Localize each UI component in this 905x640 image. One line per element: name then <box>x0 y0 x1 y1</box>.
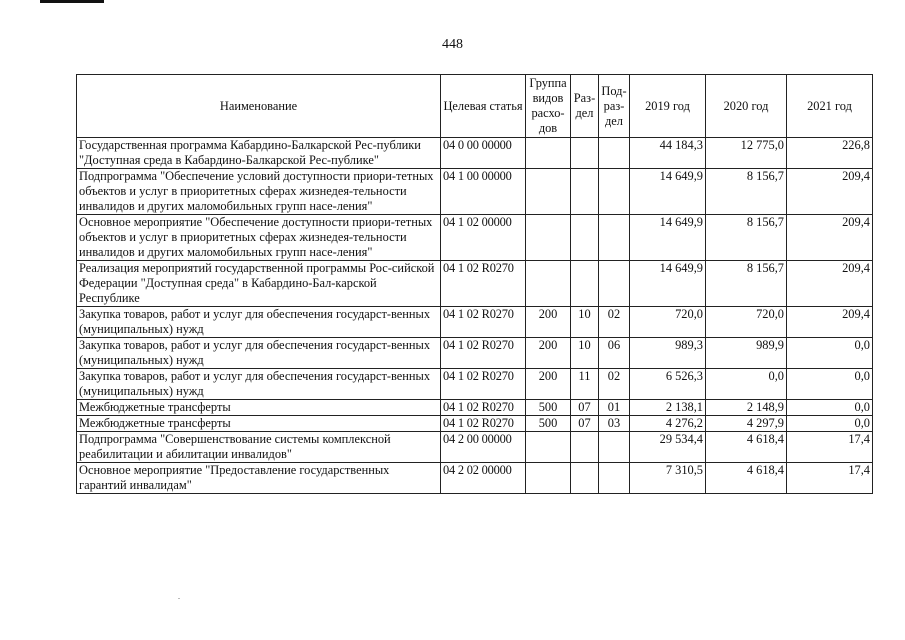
cell-subsection: 01 <box>599 400 630 416</box>
cell-group: 200 <box>526 307 571 338</box>
table-row <box>77 215 873 261</box>
cell-y2019: 7 310,5 <box>630 463 706 494</box>
table-row <box>77 169 873 215</box>
cell-y2019: 14 649,9 <box>630 169 706 215</box>
cell-group <box>526 169 571 215</box>
cell-section: 07 <box>571 400 599 416</box>
table-row <box>77 416 873 432</box>
cell-y2021: 209,4 <box>787 261 873 307</box>
cell-target: 04 1 02 R0270 <box>441 400 526 416</box>
cell-name: Подпрограмма "Совершенствование системы комплексной реабилитации и абилитации инвалидов" <box>77 432 441 463</box>
cell-group <box>526 261 571 307</box>
cell-y2020: 4 618,4 <box>706 463 787 494</box>
cell-y2019: 2 138,1 <box>630 400 706 416</box>
cell-name: Закупка товаров, работ и услуг для обеспечения государст-венных (муниципальных) нужд <box>77 369 441 400</box>
cell-y2021: 17,4 <box>787 463 873 494</box>
cell-target: 04 1 02 R0270 <box>441 261 526 307</box>
cell-y2019: 4 276,2 <box>630 416 706 432</box>
cell-target: 04 1 02 R0270 <box>441 369 526 400</box>
cell-target: 04 2 02 00000 <box>441 463 526 494</box>
cell-target: 04 1 02 00000 <box>441 215 526 261</box>
cell-y2021: 209,4 <box>787 169 873 215</box>
top-rule <box>40 0 104 3</box>
cell-subsection <box>599 215 630 261</box>
cell-y2019: 44 184,3 <box>630 138 706 169</box>
col-header-name: Наименование <box>77 75 441 138</box>
table-row <box>77 400 873 416</box>
cell-y2020: 2 148,9 <box>706 400 787 416</box>
col-header-2020: 2020 год <box>706 75 787 138</box>
col-header-target: Целевая статья <box>441 75 526 138</box>
cell-y2020: 0,0 <box>706 369 787 400</box>
cell-y2019: 29 534,4 <box>630 432 706 463</box>
cell-target: 04 1 00 00000 <box>441 169 526 215</box>
table-row <box>77 369 873 400</box>
cell-section <box>571 138 599 169</box>
cell-y2021: 0,0 <box>787 400 873 416</box>
cell-y2020: 8 156,7 <box>706 169 787 215</box>
table-row <box>77 432 873 463</box>
cell-group <box>526 463 571 494</box>
cell-section: 10 <box>571 307 599 338</box>
cell-name: Закупка товаров, работ и услуг для обеспечения государст-венных (муниципальных) нужд <box>77 338 441 369</box>
cell-name: Основное мероприятие "Предоставление государственных гарантий инвалидам" <box>77 463 441 494</box>
cell-section: 07 <box>571 416 599 432</box>
cell-name: Основное мероприятие "Обеспечение доступности приори-тетных объектов и услуг в приоритетных сферах жизнедея-тельности инвалидов и других маломобильных групп насе-ления" <box>77 215 441 261</box>
col-header-2021: 2021 год <box>787 75 873 138</box>
col-header-section: Раз-дел <box>571 75 599 138</box>
cell-y2019: 14 649,9 <box>630 261 706 307</box>
cell-y2020: 989,9 <box>706 338 787 369</box>
cell-group: 500 <box>526 400 571 416</box>
cell-subsection: 06 <box>599 338 630 369</box>
cell-subsection <box>599 432 630 463</box>
page-number: 448 <box>442 37 463 52</box>
cell-name: Подпрограмма "Обеспечение условий доступности приори-тетных объектов и услуг в приоритетных сферах жизнедея-тельности инвалидов и других маломобильных групп насе-ления" <box>77 169 441 215</box>
cell-y2020: 12 775,0 <box>706 138 787 169</box>
cell-y2020: 4 297,9 <box>706 416 787 432</box>
cell-subsection <box>599 261 630 307</box>
cell-y2021: 0,0 <box>787 416 873 432</box>
cell-y2021: 17,4 <box>787 432 873 463</box>
table-row <box>77 307 873 338</box>
table-row <box>77 138 873 169</box>
cell-name: Реализация мероприятий государственной программы Рос-сийской Федерации "Доступная среда" в Кабардино-Бал-карской Республике <box>77 261 441 307</box>
cell-group <box>526 215 571 261</box>
cell-section <box>571 432 599 463</box>
cell-target: 04 1 02 R0270 <box>441 338 526 369</box>
cell-y2021: 0,0 <box>787 369 873 400</box>
cell-subsection: 02 <box>599 369 630 400</box>
cell-y2019: 720,0 <box>630 307 706 338</box>
cell-target: 04 0 00 00000 <box>441 138 526 169</box>
cell-subsection: 02 <box>599 307 630 338</box>
cell-target: 04 2 00 00000 <box>441 432 526 463</box>
col-header-group: Группа видов расхо-дов <box>526 75 571 138</box>
cell-group <box>526 432 571 463</box>
cell-y2021: 209,4 <box>787 307 873 338</box>
cell-name: Межбюджетные трансферты <box>77 400 441 416</box>
cell-y2020: 4 618,4 <box>706 432 787 463</box>
cell-subsection <box>599 463 630 494</box>
cell-section: 10 <box>571 338 599 369</box>
cell-section <box>571 215 599 261</box>
cell-section <box>571 169 599 215</box>
cell-name: Государственная программа Кабардино-Балкарской Рес-публики "Доступная среда в Кабардино-Балкарской Рес-публике" <box>77 138 441 169</box>
cell-subsection <box>599 169 630 215</box>
scan-speck <box>178 598 180 599</box>
cell-subsection <box>599 138 630 169</box>
table-row <box>77 463 873 494</box>
cell-group: 200 <box>526 369 571 400</box>
cell-group: 500 <box>526 416 571 432</box>
cell-target: 04 1 02 R0270 <box>441 416 526 432</box>
cell-y2019: 6 526,3 <box>630 369 706 400</box>
table-row <box>77 261 873 307</box>
cell-group <box>526 138 571 169</box>
cell-name: Закупка товаров, работ и услуг для обеспечения государст-венных (муниципальных) нужд <box>77 307 441 338</box>
table-row <box>77 338 873 369</box>
cell-y2021: 226,8 <box>787 138 873 169</box>
budget-table <box>76 74 873 494</box>
cell-y2020: 720,0 <box>706 307 787 338</box>
col-header-subsection: Под-раз-дел <box>599 75 630 138</box>
cell-y2021: 0,0 <box>787 338 873 369</box>
cell-section <box>571 261 599 307</box>
cell-y2019: 14 649,9 <box>630 215 706 261</box>
cell-y2020: 8 156,7 <box>706 261 787 307</box>
cell-section <box>571 463 599 494</box>
cell-y2019: 989,3 <box>630 338 706 369</box>
cell-y2021: 209,4 <box>787 215 873 261</box>
cell-name: Межбюджетные трансферты <box>77 416 441 432</box>
cell-target: 04 1 02 R0270 <box>441 307 526 338</box>
col-header-2019: 2019 год <box>630 75 706 138</box>
header-row <box>77 75 873 138</box>
cell-group: 200 <box>526 338 571 369</box>
cell-y2020: 8 156,7 <box>706 215 787 261</box>
cell-section: 11 <box>571 369 599 400</box>
cell-subsection: 03 <box>599 416 630 432</box>
